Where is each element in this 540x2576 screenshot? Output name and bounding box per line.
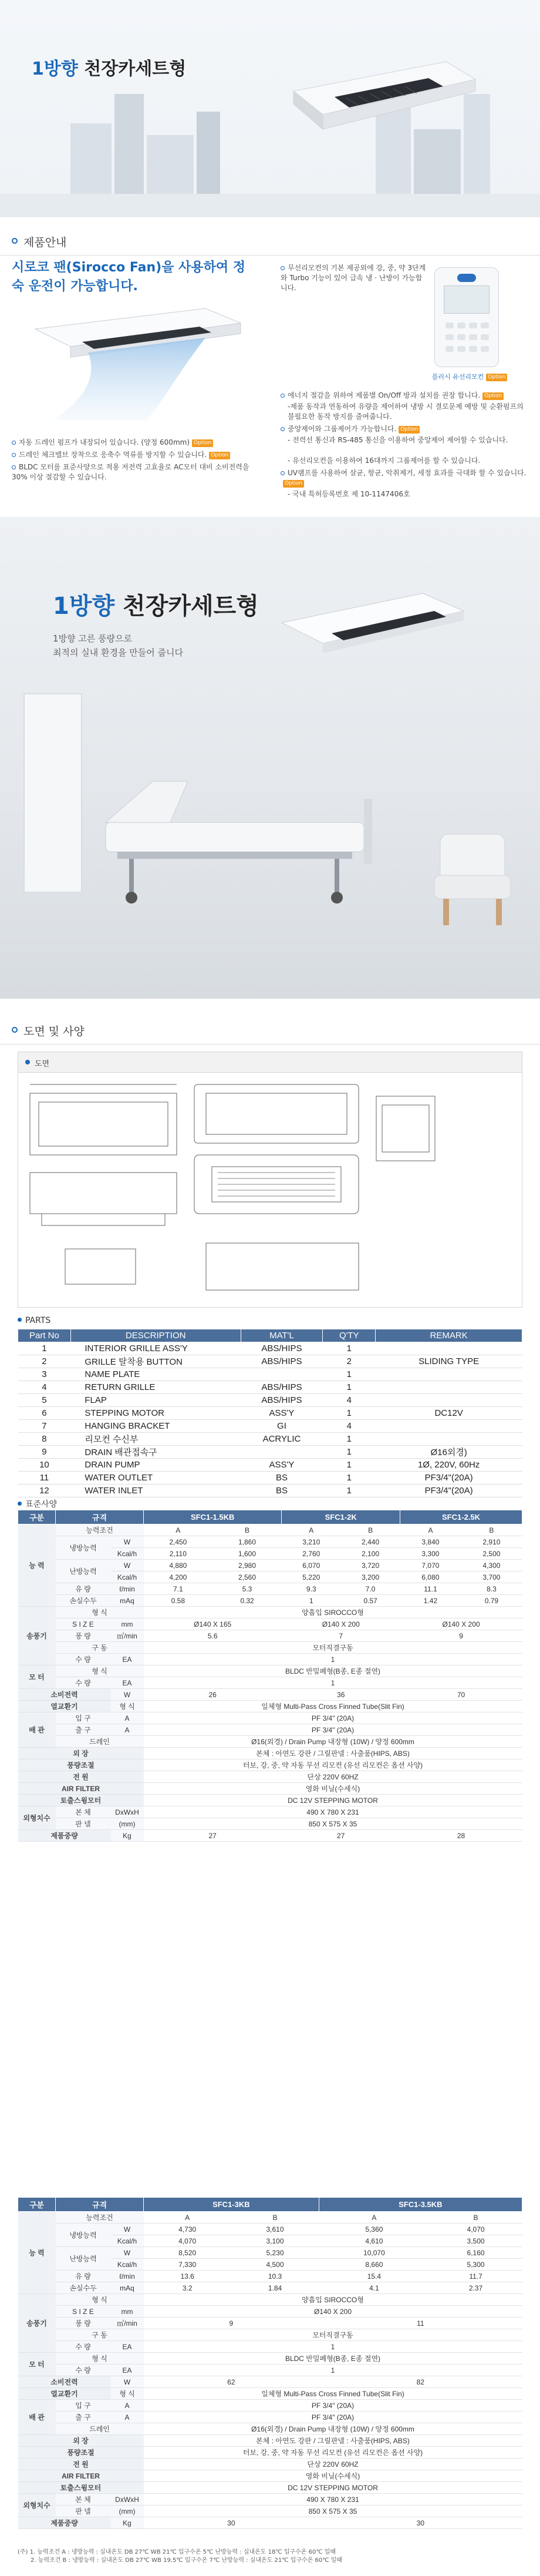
section-bullet-icon: [12, 1027, 18, 1033]
table-cell: 1: [323, 1433, 376, 1446]
spec-row: Kcal/h 4,070 3,100 4,610 3,500: [18, 2235, 522, 2247]
spec-row: 손실수두 mAq 3.2 1.84 4.1 2.37: [18, 2282, 522, 2294]
wired-remote-image: [434, 267, 499, 367]
table-cell: [376, 1433, 522, 1446]
table-cell: STEPPING MOTOR: [70, 1407, 241, 1420]
spec-row: 수 량 EA 1: [18, 1677, 522, 1689]
feature-item: 중앙제어와 그룹제어가 가능합니다. Option: [281, 424, 527, 434]
table-cell: 1: [323, 1446, 376, 1459]
bullet-icon: [281, 266, 285, 270]
background-building: [114, 94, 144, 194]
spec-row: 수 량 EA 1: [18, 2341, 522, 2353]
table-cell: ASS'Y: [241, 1407, 323, 1420]
table-cell: DRAIN 배관접속구: [70, 1446, 241, 1459]
table-row: [18, 1472, 522, 1485]
bullet-icon: [25, 1060, 30, 1064]
table-cell: 4: [323, 1394, 376, 1407]
table-cell: 7: [18, 1420, 71, 1433]
table-cell: PF3/4"(20A): [376, 1485, 522, 1497]
remote-caption: 플러시 유선리모컨 Option: [423, 372, 517, 381]
table-cell: [376, 1342, 522, 1355]
table-row: [18, 1407, 522, 1420]
spec-row: 냉방능력 W 4,730 3,610 5,360 4,070: [18, 2224, 522, 2235]
parts-table: [18, 1329, 522, 1497]
drawing-label-bar: 도면: [18, 1052, 522, 1073]
table-cell: 6: [18, 1407, 71, 1420]
bullet-icon: [12, 453, 16, 457]
spec-row: Kcal/h 2,110 1,600 2,760 2,100 3,300 2,500: [18, 1548, 522, 1560]
spec-row: 외형치수 본 체 DxWxH 490 X 780 X 231: [18, 1806, 522, 1818]
feature-item: 에너지 절감을 위하여 제품별 On/Off 방과 설치를 권장 합니다. Option: [281, 391, 527, 401]
feature-detail: -제품 동작과 연동하여 유량을 제어하여 냉방 시 결로문제 예방 및 순환펌프의 불필요한 동작 방지를 줄여줍니다.: [288, 402, 524, 421]
spec-row: Kcal/h 7,330 4,500 8,660 5,300: [18, 2259, 522, 2271]
table-cell: 12: [18, 1485, 71, 1497]
table-row: [18, 1355, 522, 1368]
spec-row: 수 량 EA 1: [18, 1654, 522, 1665]
table-cell: Ø16외경): [376, 1446, 522, 1459]
spec-row: 외형치수 본 체 DxWxH 490 X 780 X 231: [18, 2494, 522, 2506]
table-row: [18, 1368, 522, 1381]
spec-header-row: 구분 규격 SFC1-3KB SFC1-3.5KB: [18, 2198, 522, 2212]
table-row: [18, 1394, 522, 1407]
table-row: [18, 1446, 522, 1459]
table-cell: 4: [323, 1420, 376, 1433]
table-cell: 3: [18, 1368, 71, 1381]
background-building: [70, 123, 112, 194]
spec-row: 유 량 ℓ/min 13.6 10.3 15.4 11.7: [18, 2271, 522, 2282]
table-cell: 9: [18, 1446, 71, 1459]
table-cell: [241, 1368, 323, 1381]
table-cell: [376, 1420, 522, 1433]
spec-row: 드레인 Ø16(외경) / Drain Pump 내장형 (10W) / 양정 600mm: [18, 2423, 522, 2435]
spec-table-1: [18, 1510, 522, 1842]
parts-header-row: [18, 1329, 522, 1342]
spec-row: 난방능력 W 4,880 2,980 6,070 3,720 7,070 4,300: [18, 1560, 522, 1571]
option-badge: Option: [283, 480, 304, 488]
table-cell: WATER INLET: [70, 1485, 241, 1497]
spec-row: 소비전력 W 62 82: [18, 2376, 522, 2388]
column-header: Q'TY: [323, 1329, 376, 1342]
table-row: [18, 1485, 522, 1497]
table-cell: BS: [241, 1485, 323, 1497]
table-cell: 1: [323, 1381, 376, 1394]
spec-row: 출 구 A PF 3/4" (20A): [18, 2412, 522, 2423]
spec-row: 난방능력 W 8,520 5,230 10,070 6,160: [18, 2247, 522, 2259]
cassette-unit-image: [282, 56, 481, 144]
table-cell: 1Ø, 220V, 60Hz: [376, 1459, 522, 1472]
table-cell: 1: [323, 1472, 376, 1485]
table-cell: 리모컨 수신부: [70, 1433, 241, 1446]
spec-row: 판 넬 (mm) 850 X 575 X 35: [18, 1818, 522, 1830]
table-cell: 10: [18, 1459, 71, 1472]
section-header-product-info: 제품안내: [0, 226, 540, 256]
spec-row: AIR FILTER 영화 비닐(수세식): [18, 1783, 522, 1795]
product-headline: 시로코 팬(Sirocco Fan)을 사용하여 정숙 운전이 가능합니다.: [12, 260, 246, 294]
column-header: Part No: [18, 1329, 71, 1342]
cassette-airflow-image: [29, 305, 247, 423]
option-badge: Option: [482, 392, 504, 400]
table-cell: PF3/4"(20A): [376, 1472, 522, 1485]
spec-row: 제품중량 Kg 27 27 28: [18, 1830, 522, 1842]
table-cell: GRILLE 탈착용 BUTTON: [70, 1355, 241, 1368]
column-header: REMARK: [376, 1329, 522, 1342]
spec-row: S I Z E mm Ø140 X 200: [18, 2306, 522, 2318]
option-badge: Option: [192, 439, 213, 447]
table-cell: ACRYLIC: [241, 1433, 323, 1446]
table-cell: 11: [18, 1472, 71, 1485]
hero-banner-top: [0, 0, 540, 217]
spec-row: 수 량 EA 1: [18, 2365, 522, 2376]
feature-item: UV램프를 사용하여 살균, 항균, 악취제거, 세정 효과를 극대화 할 수 있습니다.Option: [281, 468, 527, 488]
technical-drawing: [18, 1073, 522, 1308]
feature-item: 드레인 체크밸브 장착으로 응축수 역류를 방지할 수 있습니다. Option: [12, 450, 258, 460]
brand-logo-icon: [457, 274, 476, 282]
spec-row: 풍량조절 터보, 강, 중, 약 자동 무선 리모컨 (유선 리모컨은 옵션 사양): [18, 1759, 522, 1771]
table-cell: ASS'Y: [241, 1459, 323, 1472]
bullet-icon: [18, 1502, 22, 1506]
spec-row: S I Z E mm Ø140 X 165 Ø140 X 200 Ø140 X 200: [18, 1618, 522, 1630]
feature-item: 무선리모컨의 기본 제공외에 강, 중, 약 3단계와 Turbo 기능이 있어 급속 냉 · 난방이 가능합니다.: [281, 264, 426, 292]
spec-row: 열교환기 형 식 일체형 Multi-Pass Cross Finned Tube(Slit Fin): [18, 1701, 522, 1712]
spec-row: 풍량조절 터보, 강, 중, 약 자동 무선 리모컨 (유선 리모컨은 옵션 사양): [18, 2447, 522, 2459]
table-cell: [241, 1446, 323, 1459]
spec-row: 모 터 형 식 BLDC 반밀폐형(B종, E종 절연): [18, 2353, 522, 2365]
spec-row: 전 원 단상 220V 60HZ: [18, 2459, 522, 2470]
background-building: [147, 135, 194, 194]
spec-row: Kcal/h 4,200 2,560 5,220 3,200 6,080 3,700: [18, 1571, 522, 1583]
table-cell: INTERIOR GRILLE ASS'Y: [70, 1342, 241, 1355]
hospital-bed-image: [82, 758, 411, 911]
table-cell: 5: [18, 1394, 71, 1407]
spec-row: 구 동 모터직결구동: [18, 2329, 522, 2341]
feature-detail: - 전력선 통신과 RS-485 통신을 이용하여 중앙제어 제어할 수 있습니다.: [288, 436, 508, 444]
table-cell: ABS/HIPS: [241, 1394, 323, 1407]
spec-row: 능 력 능력조건 A B A B A B: [18, 1524, 522, 1536]
spec-row: 송풍기 형 식 양흡입 SIROCCO형: [18, 1607, 522, 1618]
table-cell: [376, 1394, 522, 1407]
feature-item: BLDC 모터를 표준사양으로 적용 저전력 고효율로 AC모터 대비 소비전력을 30% 이상 절감할 수 있습니다.: [12, 463, 249, 481]
spec-header-row: 구분 규격 SFC1-1.5KB SFC1-2K SFC1-2.5K: [18, 1510, 522, 1524]
bullet-icon: [281, 394, 285, 398]
table-cell: SLIDING TYPE: [376, 1355, 522, 1368]
bullet-icon: [281, 471, 285, 475]
table-cell: 1: [323, 1368, 376, 1381]
table-cell: WATER OUTLET: [70, 1472, 241, 1485]
table-cell: HANGING BRACKET: [70, 1420, 241, 1433]
feature-detail: - 유선리모컨을 이용하여 16대까지 그룹제어를 할 수 있습니다.: [288, 456, 481, 465]
feature-item: 자동 드레인 펌프가 내장되어 있습니다. (양정 600mm) Option: [12, 438, 258, 448]
table-row: [18, 1342, 522, 1355]
spec-row: 소비전력 W 26 36 70: [18, 1689, 522, 1701]
table-cell: DRAIN PUMP: [70, 1459, 241, 1472]
table-cell: 1: [323, 1407, 376, 1420]
table-cell: ABS/HIPS: [241, 1355, 323, 1368]
section-header-drawings: 도면 및 사양: [0, 1015, 540, 1044]
bullet-icon: [18, 1318, 22, 1322]
table-row: [18, 1433, 522, 1446]
table-cell: NAME PLATE: [70, 1368, 241, 1381]
table-cell: ABS/HIPS: [241, 1381, 323, 1394]
bullet-icon: [281, 427, 285, 431]
spec-row: 구 동 모터직결구동: [18, 1642, 522, 1654]
table-cell: 1: [323, 1459, 376, 1472]
table-cell: 1: [323, 1342, 376, 1355]
spec-row: 제품중량 Kg 30 30: [18, 2517, 522, 2529]
spec-row: 토출스윙모터 DC 12V STEPPING MOTOR: [18, 2482, 522, 2494]
table-cell: ABS/HIPS: [241, 1342, 323, 1355]
spec-table-2: [18, 2197, 522, 2529]
table-cell: 1: [18, 1342, 71, 1355]
spec-row: 전 원 단상 220V 60HZ: [18, 1771, 522, 1783]
bullet-icon: [12, 465, 16, 469]
table-cell: [376, 1381, 522, 1394]
spec-row: 외 장 본체 : 아연도 강판 / 그릴판넬 : 사출품(HIPS, ABS): [18, 2435, 522, 2447]
spec-row: 모 터 형 식 BLDC 반밀폐형(B종, E종 절연): [18, 1665, 522, 1677]
section-bullet-icon: [12, 238, 18, 244]
feature-detail: - 국내 특허등록번호 제 10-1147406호: [288, 490, 410, 498]
spec-title: 표준사양: [18, 1498, 57, 1510]
table-cell: 1: [323, 1485, 376, 1497]
spec-row: 배 관 입 구 A PF 3/4" (20A): [18, 2400, 522, 2412]
hero2-subtitle: 1방향 고른 풍량으로 최적의 실내 환경을 만들어 줍니다: [53, 633, 183, 658]
remote-buttons: [444, 321, 491, 356]
column-header: DESCRIPTION: [70, 1329, 241, 1342]
spec-footnotes: (주) 1. 능력조건 A : 냉방능력 : 실내온도 DB 27℃ WB 21℃ 입구수온 5℃ 난방능력 : 실내온도 18℃ 입구수온 60℃ 일때 2. 능력조건 B : 냉방능력 : 실내온도 DB 27℃ WB 19.5℃ 입구수온 7℃ 난방능력 : 실내온도 21℃ 입구수온 60℃ 일때: [18, 2549, 342, 2564]
ground: [0, 194, 540, 217]
spec-row: 유 량 ℓ/min 7.1 5.3 9.3 7.0 11.1 8.3: [18, 1583, 522, 1595]
table-cell: 2: [18, 1355, 71, 1368]
table-cell: DC12V: [376, 1407, 522, 1420]
table-cell: BS: [241, 1472, 323, 1485]
hero2-title: 1방향 천장카세트형: [53, 593, 259, 620]
spec-row: 배 관 입 구 A PF 3/4" (20A): [18, 1712, 522, 1724]
background-building: [197, 112, 220, 194]
remote-screen: [444, 286, 490, 314]
spec-row: 토출스윙모터 DC 12V STEPPING MOTOR: [18, 1795, 522, 1806]
table-row: [18, 1381, 522, 1394]
spec-row: 출 구 A PF 3/4" (20A): [18, 1724, 522, 1736]
spec-row: 판 넬 (mm) 850 X 575 X 35: [18, 2506, 522, 2517]
table-row: [18, 1459, 522, 1472]
option-badge: Option: [209, 452, 230, 459]
room-window: [23, 693, 82, 893]
armchair-image: [428, 822, 517, 928]
parts-title: PARTS: [18, 1316, 50, 1325]
ceiling-cassette-image: [276, 587, 470, 670]
spec-row: 능 력 능력조건 A B A B: [18, 2212, 522, 2224]
spec-row: 드레인 Ø16(외경) / Drain Pump 내장형 (10W) / 양정 600mm: [18, 1736, 522, 1748]
table-cell: GI: [241, 1420, 323, 1433]
spec-row: 풍 량 ㎥/min 5.6 7 9: [18, 1630, 522, 1642]
drawing-linework: [18, 1073, 522, 1307]
bullet-icon: [12, 441, 16, 445]
table-row: [18, 1420, 522, 1433]
spec-row: 외 장 본체 : 아연도 강판 / 그릴판넬 : 사출품(HIPS, ABS): [18, 1748, 522, 1759]
table-cell: [376, 1368, 522, 1381]
table-cell: 8: [18, 1433, 71, 1446]
spec-row: 냉방능력 W 2,450 1,860 3,210 2,440 3,840 2,910: [18, 1536, 522, 1548]
spec-row: 손실수두 mAq 0.58 0.32 1 0.57 1.42 0.79: [18, 1595, 522, 1607]
spec-row: 송풍기 형 식 양흡입 SIROCCO형: [18, 2294, 522, 2306]
option-badge: Option: [399, 426, 420, 434]
table-cell: FLAP: [70, 1394, 241, 1407]
spec-row: AIR FILTER 영화 비닐(수세식): [18, 2470, 522, 2482]
table-cell: 4: [18, 1381, 71, 1394]
table-cell: 2: [323, 1355, 376, 1368]
hero-title: 1방향 천장카세트형: [32, 59, 187, 79]
spec-row: 열교환기 형 식 일체형 Multi-Pass Cross Finned Tube(Slit Fin): [18, 2388, 522, 2400]
column-header: MAT'L: [241, 1329, 323, 1342]
spec-row: 풍 량 ㎥/min 9 11: [18, 2318, 522, 2329]
table-cell: RETURN GRILLE: [70, 1381, 241, 1394]
